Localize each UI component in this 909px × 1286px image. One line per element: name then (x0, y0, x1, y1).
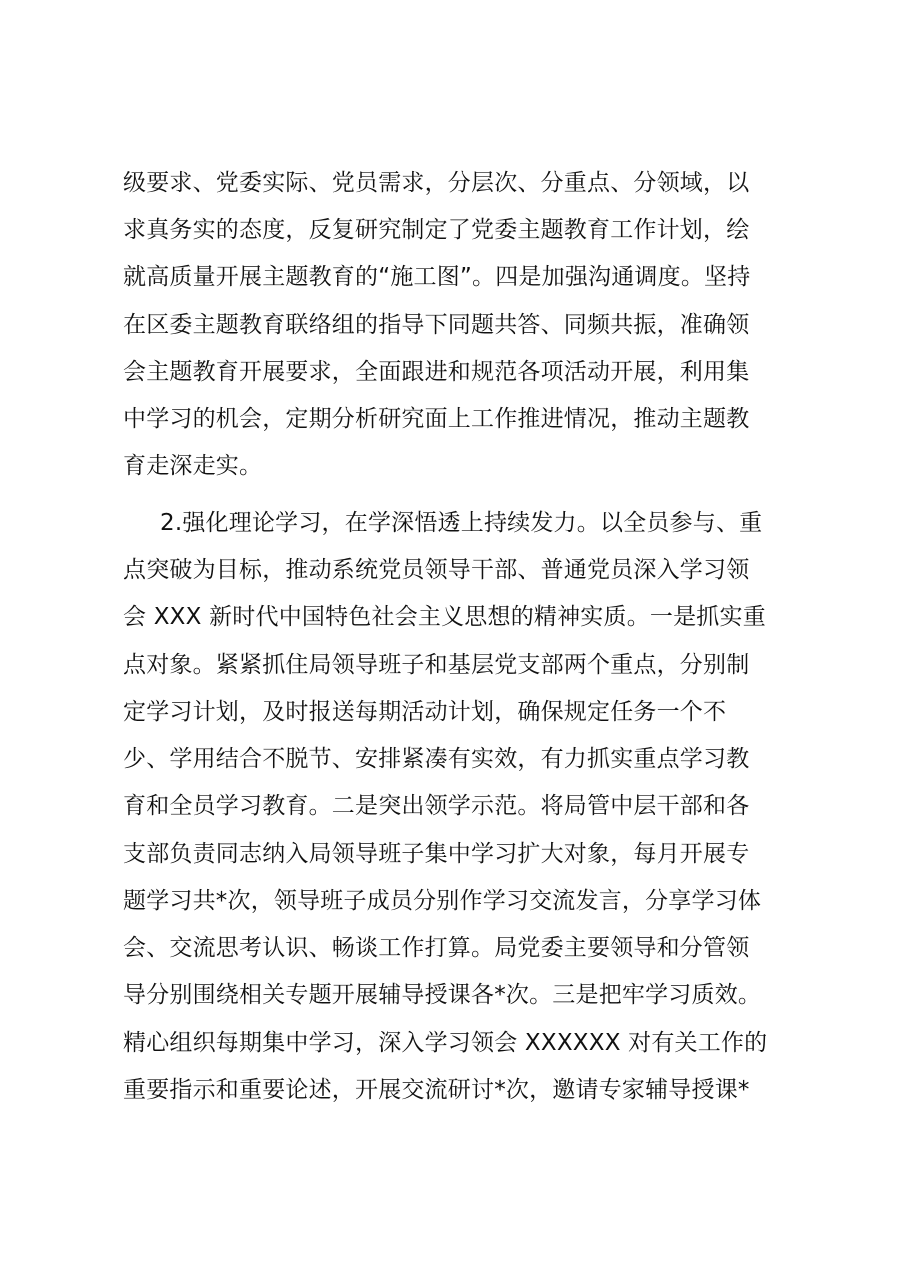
text-line: 级要求、党委实际、党员需求，分层次、分重点、分领域，以 (123, 170, 750, 196)
text-line: 重要指示和重要论述，开展交流研讨*次，邀请专家辅导授课* (123, 1077, 750, 1103)
text-line: 会、交流思考认识、畅谈工作打算。局党委主要领导和分管领 (123, 935, 750, 961)
text-line: 育走深走实。 (123, 453, 263, 479)
text-line: 中学习的机会，定期分析研究面上工作推进情况，推动主题教 (123, 406, 750, 432)
text-line: 导分别围绕相关专题开展辅导授课各*次。三是把牢学习质效。 (123, 982, 762, 1008)
text-line: 精心组织每期集中学习，深入学习领会 XXXXXX 对有关工作的 (123, 1030, 768, 1056)
text-line: 育和全员学习教育。二是突出领学示范。将局管中层干部和各 (123, 793, 750, 819)
text-line: 题学习共*次，领导班子成员分别作学习交流发言，分享学习体 (123, 888, 762, 914)
text-line: 会 XXX 新时代中国特色社会主义思想的精神实质。一是抓实重 (123, 604, 766, 630)
text-line: 就高质量开展主题教育的“施工图”。四是加强沟通调度。坚持 (123, 264, 751, 290)
text-line: 点对象。紧紧抓住局领导班子和基层党支部两个重点，分别制 (123, 652, 750, 678)
text-line: 少、学用结合不脱节、安排紧凑有实效，有力抓实重点学习教 (123, 746, 750, 772)
text-line: 求真务实的态度，反复研究制定了党委主题教育工作计划，绘 (123, 217, 750, 243)
text-line: 支部负责同志纳入局领导班子集中学习扩大对象，每月开展专 (123, 841, 750, 867)
text-line: 在区委主题教育联络组的指导下同题共答、同频共振，准确领 (123, 312, 750, 338)
text-line: 会主题教育开展要求，全面跟进和规范各项活动开展，利用集 (123, 359, 750, 385)
text-line: 点突破为目标，推动系统党员领导干部、普通党员深入学习领 (123, 557, 750, 583)
text-line: 定学习计划，及时报送每期活动计划，确保规定任务一个不 (123, 699, 727, 725)
paragraph-first-line: 2.强化理论学习，在学深悟透上持续发力。以全员参与、重 (160, 510, 763, 536)
